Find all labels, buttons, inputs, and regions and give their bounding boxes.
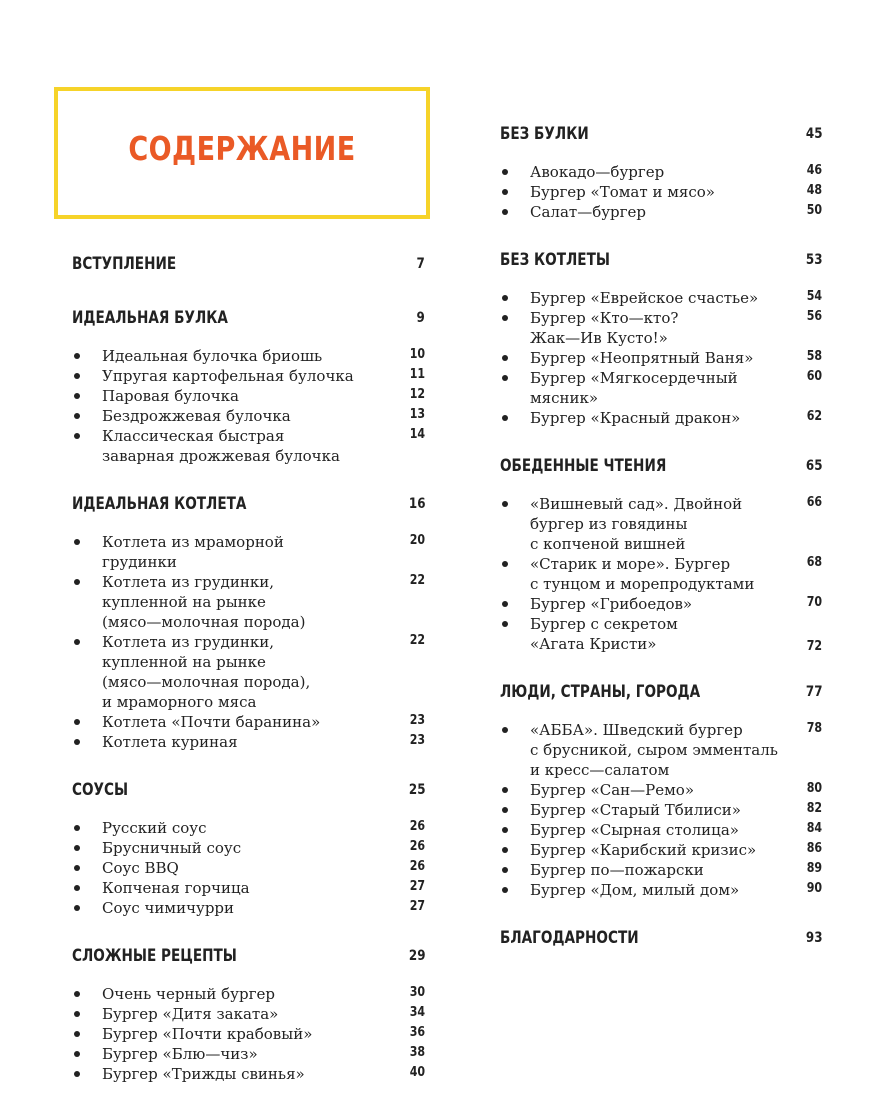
toc-item-page-number: 80: [806, 781, 822, 796]
toc-item: [500, 860, 822, 880]
section-heading: [500, 452, 822, 484]
toc-item: [72, 732, 425, 752]
toc-item-page-number: 46: [806, 163, 822, 178]
toc-right-column: [500, 120, 822, 956]
toc-item-page-number: 26: [409, 859, 425, 874]
toc-item-text-line: и кресс—салатом: [530, 761, 670, 779]
toc-item-page-number: 13: [409, 407, 425, 422]
section-page-number: 16: [408, 496, 425, 512]
toc-item: [500, 800, 822, 820]
toc-item: [72, 898, 425, 918]
toc-left-column: [72, 250, 425, 1084]
toc-item-text-line: Бургер «Сырная столица»: [530, 821, 739, 839]
toc-item-page-number: 62: [806, 409, 822, 424]
toc-item-text-line: Паровая булочка: [102, 387, 239, 405]
section-page-number: 53: [805, 252, 822, 268]
toc-item-text-line: Бургер по—пожарски: [530, 861, 704, 879]
toc-item-text-line: Бургер «Карибский кризис»: [530, 841, 757, 859]
toc-item-page-number: 30: [409, 985, 425, 1000]
toc-item-text-line: бургер из говядины: [530, 515, 688, 533]
toc-item-text-line: Котлета из грудинки,: [102, 573, 274, 591]
section-heading: [500, 246, 822, 278]
toc-item-page-number: 58: [806, 349, 822, 364]
toc-item-text-line: «Старик и море». Бургер: [530, 555, 731, 573]
toc-item-text-line: Бургер «Блю—чиз»: [102, 1045, 258, 1063]
toc-item-text-line: Бургер «Дитя заката»: [102, 1005, 279, 1023]
section-title: ОБЕДЕННЫЕ ЧТЕНИЯ: [500, 456, 667, 476]
toc-item: [72, 426, 425, 466]
toc-item: [500, 162, 822, 182]
bullet-icon: [74, 433, 80, 439]
toc-item-text-line: Копченая горчица: [102, 879, 250, 897]
toc-item-text-line: грудинки: [102, 553, 177, 571]
bullet-icon: [74, 393, 80, 399]
toc-section: [72, 304, 425, 466]
section-heading: [72, 490, 425, 522]
bullet-icon: [502, 355, 508, 361]
toc-item: [72, 858, 425, 878]
toc-item-text-line: Идеальная булочка бриошь: [102, 347, 323, 365]
toc-item-page-number: 90: [806, 881, 822, 896]
bullet-icon: [502, 827, 508, 833]
toc-item-page-number: 10: [409, 347, 425, 362]
toc-item-text-line: «Агата Кристи»: [530, 635, 657, 653]
toc-item-page-number: 70: [806, 595, 822, 610]
toc-item: [500, 408, 822, 428]
toc-item: [72, 712, 425, 732]
toc-item-page-number: 66: [806, 495, 822, 510]
section-title: БЕЗ КОТЛЕТЫ: [500, 250, 610, 270]
toc-item: [72, 386, 425, 406]
bullet-icon: [74, 905, 80, 911]
toc-item: [72, 838, 425, 858]
toc-item: [72, 818, 425, 838]
toc-item-page-number: 84: [806, 821, 822, 836]
toc-item-page-number: 40: [409, 1065, 425, 1080]
bullet-icon: [502, 189, 508, 195]
toc-item: [500, 494, 822, 554]
toc-item-text-line: Жак—Ив Кусто!»: [530, 329, 668, 347]
toc-section: [72, 776, 425, 918]
toc-item-page-number: 14: [409, 427, 425, 442]
toc-item-text-line: Соус BBQ: [102, 859, 179, 877]
toc-item-page-number: 36: [409, 1025, 425, 1040]
bullet-icon: [502, 169, 508, 175]
toc-item: [500, 554, 822, 594]
toc-item-text-line: Котлета «Почти баранина»: [102, 713, 321, 731]
toc-item: [72, 1044, 425, 1064]
toc-item: [72, 406, 425, 426]
section-heading: [72, 250, 425, 282]
bullet-icon: [74, 373, 80, 379]
bullet-icon: [74, 991, 80, 997]
toc-item-text-line: с брусникой, сыром эмменталь: [530, 741, 778, 759]
section-page-number: 45: [805, 126, 822, 142]
section-title: СЛОЖНЫЕ РЕЦЕПТЫ: [72, 946, 237, 966]
toc-item-page-number: 82: [806, 801, 822, 816]
toc-section: [72, 942, 425, 1084]
toc-item-page-number: 56: [806, 309, 822, 324]
toc-item-list: [72, 532, 425, 752]
toc-item-text-line: Бургер «Мягкосердечный: [530, 369, 738, 387]
toc-item: [500, 880, 822, 900]
toc-item-page-number: 12: [409, 387, 425, 402]
toc-item-list: [500, 288, 822, 428]
toc-item-text-line: Бургер «Томат и мясо»: [530, 183, 715, 201]
toc-item: [500, 594, 822, 614]
section-heading: [72, 776, 425, 808]
toc-item: [72, 572, 425, 632]
toc-item: [500, 288, 822, 308]
toc-item-page-number: 27: [409, 879, 425, 894]
toc-item-text-line: Брусничный соус: [102, 839, 242, 857]
toc-item-page-number: 78: [806, 721, 822, 736]
toc-item-page-number: 86: [806, 841, 822, 856]
toc-item-text-line: Бургер «Грибоедов»: [530, 595, 693, 613]
toc-item-text-line: Котлета из мраморной: [102, 533, 284, 551]
bullet-icon: [502, 295, 508, 301]
section-heading: [72, 304, 425, 336]
toc-item-text-line: Бургер «Еврейское счастье»: [530, 289, 759, 307]
toc-item: [500, 614, 822, 654]
bullet-icon: [74, 639, 80, 645]
section-title: ИДЕАЛЬНАЯ БУЛКА: [72, 308, 228, 328]
toc-item-page-number: 22: [409, 573, 425, 588]
toc-item-page-number: 23: [409, 713, 425, 728]
toc-item-text-line: Бездрожжевая булочка: [102, 407, 291, 425]
toc-item-text-line: и мраморного мяса: [102, 693, 257, 711]
bullet-icon: [74, 1051, 80, 1057]
bullet-icon: [74, 865, 80, 871]
section-page-number: 93: [805, 930, 822, 946]
bullet-icon: [74, 539, 80, 545]
section-title: ЛЮДИ, СТРАНЫ, ГОРОДА: [500, 682, 701, 702]
bullet-icon: [502, 209, 508, 215]
toc-item-text-line: (мясо—молочная порода),: [102, 673, 311, 691]
toc-item: [500, 182, 822, 202]
title-frame: [54, 87, 430, 219]
bullet-icon: [502, 847, 508, 853]
toc-item-page-number: 26: [409, 819, 425, 834]
toc-item-page-number: 89: [806, 861, 822, 876]
section-title: БЛАГОДАРНОСТИ: [500, 928, 639, 948]
toc-item-text-line: Упругая картофельная булочка: [102, 367, 354, 385]
toc-item-text-line: Бургер «Красный дракон»: [530, 409, 741, 427]
toc-item-text-line: с тунцом и морепродуктами: [530, 575, 755, 593]
toc-item-page-number: 48: [806, 183, 822, 198]
toc-item: [500, 368, 822, 408]
bullet-icon: [502, 501, 508, 507]
bullet-icon: [74, 413, 80, 419]
toc-item-page-number: 72: [806, 639, 822, 654]
toc-item-text-line: Бургер «Дом, милый дом»: [530, 881, 740, 899]
toc-item: [72, 1004, 425, 1024]
bullet-icon: [502, 867, 508, 873]
section-title: ИДЕАЛЬНАЯ КОТЛЕТА: [72, 494, 247, 514]
toc-item-list: [72, 346, 425, 466]
toc-item: [72, 878, 425, 898]
bullet-icon: [502, 561, 508, 567]
toc-item-text-line: Соус чимичурри: [102, 899, 235, 917]
toc-item-page-number: 54: [806, 289, 822, 304]
toc-item: [500, 348, 822, 368]
bullet-icon: [502, 787, 508, 793]
toc-item-page-number: 50: [806, 203, 822, 218]
section-title: СОУСЫ: [72, 780, 129, 800]
section-page-number: 29: [408, 948, 425, 964]
section-page-number: 7: [416, 256, 425, 272]
toc-item: [500, 720, 822, 780]
section-page-number: 65: [805, 458, 822, 474]
bullet-icon: [502, 601, 508, 607]
toc-section: [500, 120, 822, 222]
toc-item-text-line: Бургер «Неопрятный Ваня»: [530, 349, 754, 367]
toc-item-list: [72, 984, 425, 1084]
toc-item-text-line: купленной на рынке: [102, 593, 266, 611]
bullet-icon: [74, 845, 80, 851]
toc-item-text-line: Бургер «Почти крабовый»: [102, 1025, 313, 1043]
toc-item-text-line: мясник»: [530, 389, 599, 407]
toc-item-page-number: 38: [409, 1045, 425, 1060]
toc-item: [72, 1064, 425, 1084]
section-title: ВСТУПЛЕНИЕ: [72, 254, 177, 274]
toc-item-list: [500, 494, 822, 654]
toc-item-page-number: 11: [409, 367, 425, 382]
bullet-icon: [74, 1071, 80, 1077]
toc-item-page-number: 22: [409, 633, 425, 648]
bullet-icon: [502, 727, 508, 733]
bullet-icon: [502, 375, 508, 381]
toc-item: [72, 1024, 425, 1044]
toc-item-page-number: 23: [409, 733, 425, 748]
toc-section: [72, 250, 425, 282]
bullet-icon: [502, 415, 508, 421]
toc-section: [72, 490, 425, 752]
bullet-icon: [502, 621, 508, 627]
section-heading: [500, 678, 822, 710]
toc-item-page-number: 60: [806, 369, 822, 384]
toc-item-text-line: Очень черный бургер: [102, 985, 275, 1003]
toc-item-text-line: Бургер «Сан—Ремо»: [530, 781, 694, 799]
toc-item-text-line: Котлета куриная: [102, 733, 238, 751]
toc-item-text-line: Бургер «Кто—кто?: [530, 309, 679, 327]
toc-item: [72, 984, 425, 1004]
bullet-icon: [74, 353, 80, 359]
section-heading: [500, 924, 822, 956]
toc-item: [500, 202, 822, 222]
bullet-icon: [74, 1011, 80, 1017]
toc-item-page-number: 34: [409, 1005, 425, 1020]
toc-item: [500, 308, 822, 348]
toc-item-text-line: Бургер «Старый Тбилиси»: [530, 801, 741, 819]
bullet-icon: [74, 579, 80, 585]
toc-item: [72, 632, 425, 712]
section-title: БЕЗ БУЛКИ: [500, 124, 589, 144]
section-heading: [72, 942, 425, 974]
toc-item-text-line: купленной на рынке: [102, 653, 266, 671]
bullet-icon: [502, 807, 508, 813]
section-page-number: 77: [805, 684, 822, 700]
toc-item-list: [500, 162, 822, 222]
section-heading: [500, 120, 822, 152]
toc-item-text-line: Русский соус: [102, 819, 207, 837]
toc-item-text-line: «Вишневый сад». Двойной: [530, 495, 743, 513]
toc-item-text-line: Авокадо—бургер: [530, 163, 665, 181]
toc-item-text-line: заварная дрожжевая булочка: [102, 447, 340, 465]
toc-item-page-number: 26: [409, 839, 425, 854]
toc-item: [500, 780, 822, 800]
toc-item-text-line: (мясо—молочная порода): [102, 613, 306, 631]
toc-item-text-line: Котлета из грудинки,: [102, 633, 274, 651]
toc-item-text-line: Классическая быстрая: [102, 427, 285, 445]
toc-item-list: [500, 720, 822, 900]
bullet-icon: [502, 315, 508, 321]
toc-section: [500, 246, 822, 428]
bullet-icon: [74, 1031, 80, 1037]
section-page-number: 9: [416, 310, 425, 326]
bullet-icon: [74, 885, 80, 891]
toc-item: [500, 840, 822, 860]
toc-item: [72, 532, 425, 572]
toc-item-page-number: 68: [806, 555, 822, 570]
toc-item: [72, 366, 425, 386]
toc-item-text-line: Салат—бургер: [530, 203, 646, 221]
toc-item: [72, 346, 425, 366]
toc-section: [500, 452, 822, 654]
bullet-icon: [74, 739, 80, 745]
toc-item-page-number: 20: [409, 533, 425, 548]
toc-item-list: [72, 818, 425, 918]
toc-section: [500, 678, 822, 900]
bullet-icon: [74, 825, 80, 831]
toc-item-text-line: с копченой вишней: [530, 535, 686, 553]
toc-item-text-line: «АББА». Шведский бургер: [530, 721, 743, 739]
toc-item-page-number: 27: [409, 899, 425, 914]
section-page-number: 25: [408, 782, 425, 798]
toc-item-text-line: Бургер с секретом: [530, 615, 678, 633]
bullet-icon: [74, 719, 80, 725]
toc-item-text-line: Бургер «Трижды свинья»: [102, 1065, 305, 1083]
toc-item: [500, 820, 822, 840]
bullet-icon: [502, 887, 508, 893]
page-title: СОДЕРЖАНИЕ: [128, 129, 356, 168]
toc-section: [500, 924, 822, 956]
